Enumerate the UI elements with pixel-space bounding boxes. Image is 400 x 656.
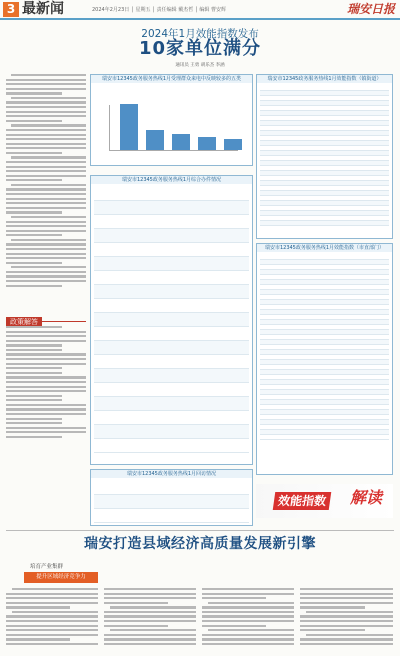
chart-title: 瑞安市12345政务服务热线1月受理群众来电中反映较多的五类: [91, 75, 252, 83]
table4-grid: [260, 255, 389, 471]
story-divider: [6, 530, 394, 531]
second-story-col-1: [6, 588, 98, 652]
banner-label: 效能指数: [273, 492, 332, 510]
case-handling-table: [90, 175, 253, 465]
department-index-table: [256, 243, 393, 475]
chart-bar: [198, 137, 216, 150]
chart-bar: [224, 139, 242, 150]
second-story-col-4: [300, 588, 393, 652]
table1-title: 瑞安市12345政务服务热线1月综合办件情况: [91, 176, 252, 184]
banner-accent: 解读: [350, 488, 383, 507]
table1-grid: [94, 187, 249, 461]
chart-bar: [172, 134, 190, 150]
table4-title: 瑞安市12345政务服务热线1月效能指数（市直部门）: [257, 244, 392, 252]
second-story-col-2: [104, 588, 196, 652]
policy-section-label: 政策解答: [6, 317, 42, 328]
section-title: 最新闻: [22, 1, 64, 17]
chart-plot-area: [109, 105, 238, 151]
second-deck: 提升区域经济竞争力: [24, 572, 98, 583]
lead-byline: 通讯员 王勇 胡乐杰 李涵: [175, 63, 225, 68]
policy-section-header: [6, 309, 86, 326]
policy-qa-text: [6, 326, 86, 456]
lead-headline: 10家单位满分: [138, 38, 262, 59]
table2-grid: [94, 481, 249, 522]
chart-bar: [146, 130, 164, 150]
lead-kicker: 2024年1月效能指数发布: [141, 28, 259, 40]
second-headline: 瑞安打造县域经济高质量发展新引擎: [84, 536, 316, 552]
chart-bar: [120, 104, 138, 150]
issue-info: 2024年2月23日 │ 星期五 │ 责任编辑 戴杰哲 │ 编辑 曹安辉: [92, 7, 227, 13]
complaint-category-chart: [90, 74, 253, 166]
table3-grid: [260, 86, 389, 235]
masthead: [0, 0, 400, 20]
second-kicker: 培育产业集群: [30, 564, 64, 570]
page-number: 3: [3, 2, 19, 17]
table3-title: 瑞安市12345政务服务热线1月效能指数（镇街道）: [257, 75, 392, 83]
efficiency-index-banner: [256, 484, 393, 518]
township-index-table: [256, 74, 393, 239]
second-story-col-3: [202, 588, 294, 652]
lead-body-text: [6, 74, 86, 304]
table2-title: 瑞安市12345政务服务热线1月回访情况: [91, 470, 252, 478]
callback-table: [90, 469, 253, 526]
paper-logo: 瑞安日报: [346, 2, 395, 16]
